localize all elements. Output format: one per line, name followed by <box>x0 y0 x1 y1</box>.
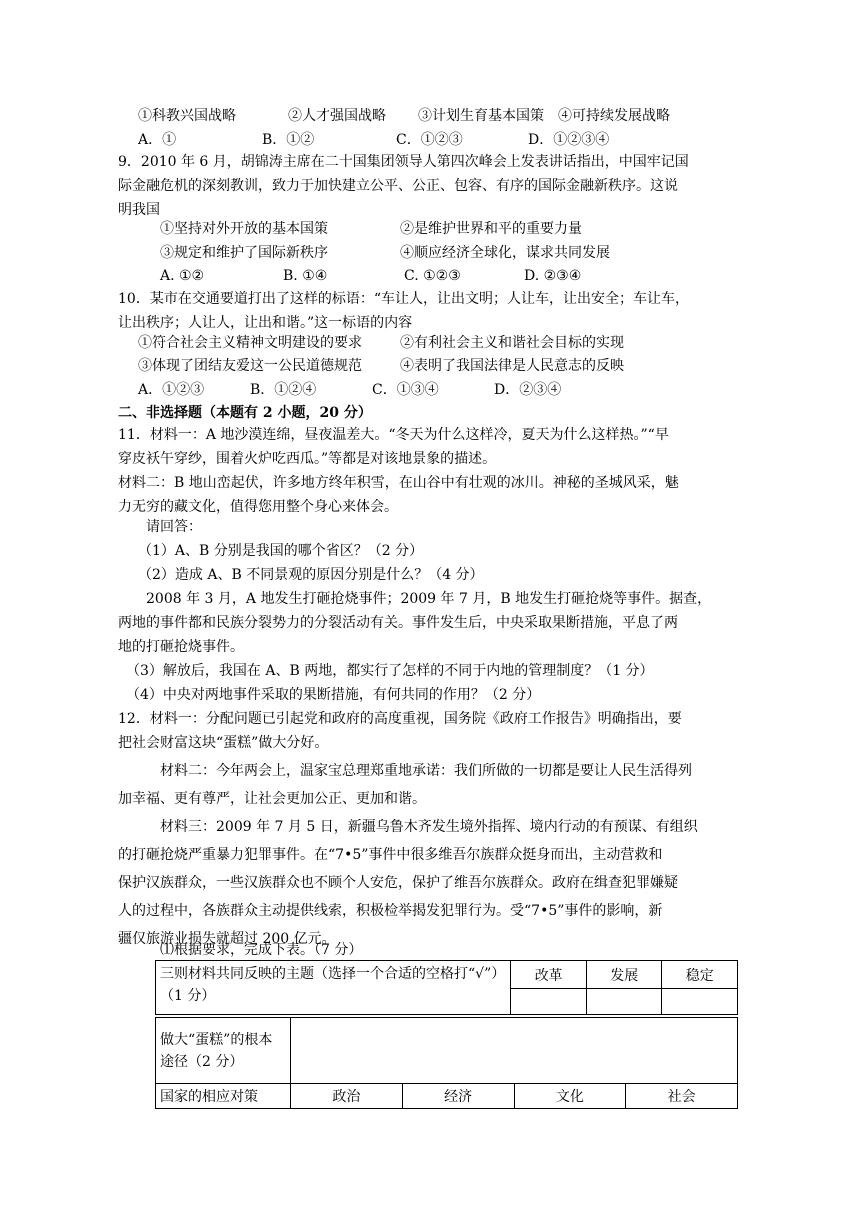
q9-answers <box>160 266 581 286</box>
q12-material-1-line-1: 12．材料一：分配问题已引起党和政府的高度重视，国务院《政府工作报告》明确指出，要 <box>118 711 682 727</box>
measure-culture-cell <box>514 1084 626 1109</box>
measure-politics: 政治 <box>332 1089 361 1105</box>
q8-choices <box>138 106 670 126</box>
q12-material-3-line-2: 的打砸抢烧严重暴力犯罪事件。在“7•5”事件中很多维吾尔族群众挺身而出，主动营救和 <box>118 847 663 863</box>
q10-answer-b: B．①②④ <box>250 382 317 398</box>
q11-part-2: （2）造成 A、B 不同景观的原因分别是什么？（4 分） <box>138 567 484 583</box>
option-development: 发展 <box>610 967 639 984</box>
q8-answer-a: A．① <box>138 132 177 148</box>
answer-table-lower <box>155 1017 738 1109</box>
theme-label-cell <box>156 961 511 1015</box>
q8-answer-c: C．①②③ <box>396 132 463 148</box>
q10-stem-1: 10．某市在交通要道打出了这样的标语：“车让人，让出文明；人让车，让出安全；车让车， <box>118 291 689 307</box>
q9-answer-b: B. ①④ <box>283 268 328 284</box>
measure-society: 社会 <box>667 1089 696 1105</box>
option-stability: 稳定 <box>685 967 714 984</box>
q11-material-3-line-1: 2008 年 3 月，A 地发生打砸抢烧事件；2009 年 7 月，B 地发生打砸抢烧等事件。据查， <box>146 591 712 607</box>
answer-table <box>155 960 738 1015</box>
measure-economy-cell <box>402 1084 514 1109</box>
q11-part-1: （1）A、B 分别是我国的哪个省区？（2 分） <box>138 543 424 559</box>
measures-label: 国家的相应对策 <box>160 1089 258 1105</box>
q10-answer-a: A．①②③ <box>138 382 205 398</box>
section-heading: 二、非选择题（本题有 2 小题，20 分） <box>118 405 372 421</box>
q9-choice-1: ①坚持对外开放的基本国策 <box>160 221 328 237</box>
q10-choice-1: ①符合社会主义精神文明建设的要求 <box>138 335 362 351</box>
q11-material-1-line-2: 穿皮袄午穿纱，围着火炉吃西瓜。”等都是对该地景象的描述。 <box>118 451 497 467</box>
q12-material-3-line-4: 人的过程中，各族群众主动提供线索，积极检举揭发犯罪行为。受“7•5”事件的影响，新 <box>118 903 663 919</box>
q11-material-1-line-1: 11．材料一：A 地沙漠连绵，昼夜温差大。“冬天为什么这样冷，夏天为什么这样热。”“早 <box>118 427 669 443</box>
q12-material-3-line-5: 疆仅旅游业损失就超过 200 亿元。 <box>118 931 336 947</box>
q8-choice-3: ③计划生育基本国策 <box>418 108 544 124</box>
q9-choices-2 <box>160 243 610 263</box>
q8-answer-d: D．①②③④ <box>528 132 610 148</box>
q12-material-3-line-3: 保护汉族群众，一些汉族群众也不顾个人安危，保护了维吾尔族群众。政府在缉查犯罪嫌疑 <box>118 875 678 891</box>
q8-choice-4: ④可持续发展战略 <box>558 108 670 124</box>
q8-choice-1: ①科教兴国战略 <box>138 108 236 124</box>
q9-answer-c: C. ①②③ <box>404 268 461 284</box>
option-reform-cell <box>511 961 587 989</box>
q11-prompt: 请回答： <box>146 519 202 535</box>
q10-choices-2 <box>138 356 624 376</box>
q10-choice-4: ④表明了我国法律是人民意志的反映 <box>400 358 624 374</box>
q12-material-3-line-1: 材料三：2009 年 7 月 5 日，新疆乌鲁木齐发生境外指挥、境内行动的有预谋、有组织 <box>160 819 698 835</box>
check-cell-development[interactable] <box>586 989 662 1015</box>
table-row <box>156 961 738 989</box>
q9-answer-a: A. ①② <box>160 268 205 284</box>
cake-label: 做大“蛋糕”的根本途径（2 分） <box>160 1031 273 1070</box>
check-cell-reform[interactable] <box>511 989 587 1015</box>
q9-choice-2: ②是维护世界和平的重要力量 <box>400 221 582 237</box>
q11-material-2-line-1: 材料二：B 地山峦起伏，许多地方终年积雪，在山谷中有壮观的冰川。神秘的圣城风采，魅 <box>118 475 679 491</box>
q9-stem-1: 9．2010 年 6 月，胡锦涛主席在二十国集团领导人第四次峰会上发表讲话指出，中国牢记国 <box>118 154 689 170</box>
q11-material-2-line-2: 力无穷的藏文化，值得您用整个身心来体会。 <box>118 499 398 515</box>
q9-stem-3: 明我国 <box>118 202 160 218</box>
q12-material-2-line-1: 材料二：今年两会上，温家宝总理郑重地承诺：我们所做的一切都是要让人民生活得列 <box>160 763 692 779</box>
q8-answer-b: B．①② <box>262 132 315 148</box>
q8-answers <box>138 130 609 150</box>
q9-choice-4: ④顺应经济全球化，谋求共同发展 <box>400 245 610 261</box>
q9-choices-1 <box>160 219 582 239</box>
option-stability-cell <box>662 961 738 989</box>
q10-choices-1 <box>138 333 624 353</box>
cake-answer-cell[interactable] <box>291 1018 738 1084</box>
q11-material-3-line-2: 两地的事件都和民族分裂势力的分裂活动有关。事件发生后，中央采取果断措施，平息了两 <box>118 615 678 631</box>
q9-answer-d: D. ②③④ <box>524 268 582 284</box>
q11-material-3-line-3: 地的打砸抢烧事件。 <box>118 639 244 655</box>
option-development-cell <box>586 961 662 989</box>
theme-label: 三则材料共同反映的主题（选择一个合适的空格打“√”）（1 分） <box>160 966 506 1004</box>
table-row <box>156 1084 738 1109</box>
q9-stem-2: 际金融危机的深刻教训，致力于加快建立公平、公正、包容、有序的国际金融新秩序。这说 <box>118 178 678 194</box>
measure-society-cell <box>626 1084 738 1109</box>
cake-label-cell <box>156 1018 291 1084</box>
q10-choice-3: ③体现了团结友爱这一公民道德规范 <box>138 358 362 374</box>
measure-economy: 经济 <box>444 1089 473 1105</box>
q8-choice-2: ②人才强国战略 <box>288 108 386 124</box>
q10-answer-d: D．②③④ <box>494 382 562 398</box>
measure-culture: 文化 <box>555 1089 584 1105</box>
measures-label-cell <box>156 1084 291 1109</box>
q10-stem-2: 让出秩序；人让人，让出和谐。”这一标语的内容 <box>118 315 413 331</box>
q9-choice-3: ③规定和维护了国际新秩序 <box>160 245 328 261</box>
q10-answer-c: C．①③④ <box>372 382 439 398</box>
q12-material-2-line-2: 加幸福、更有尊严，让社会更加公正、更加和谐。 <box>118 791 426 807</box>
measure-politics-cell <box>291 1084 403 1109</box>
check-cell-stability[interactable] <box>662 989 738 1015</box>
q10-choice-2: ②有利社会主义和谐社会目标的实现 <box>400 335 624 351</box>
q10-answers <box>138 380 561 400</box>
q11-part-4: （4）中央对两地事件采取的果断措施，有何共同的作用？（2 分） <box>126 687 541 703</box>
q11-part-3: （3）解放后，我国在 A、B 两地，都实行了怎样的不同于内地的管理制度？（1 分） <box>126 663 654 679</box>
q12-material-1-line-2: 把社会财富这块“蛋糕”做大分好。 <box>118 735 329 751</box>
table-row <box>156 1018 738 1084</box>
q12-table-instruction: ⑴根据要求，完成下表。（7 分） <box>160 942 363 958</box>
option-reform: 改革 <box>534 967 563 984</box>
